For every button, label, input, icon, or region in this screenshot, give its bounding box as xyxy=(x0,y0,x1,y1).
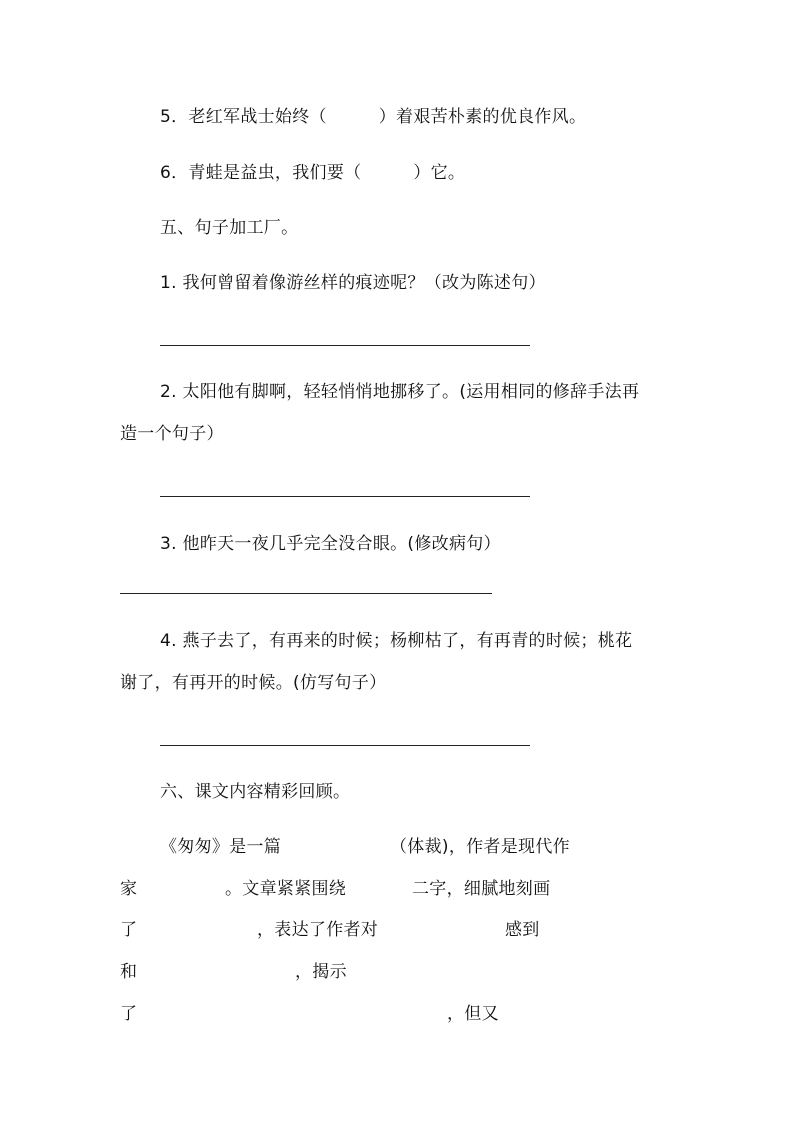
review-line-1-end: （体裁)，作者是现代作 xyxy=(390,837,570,857)
review-line-3-middle: ，表达了作者对 xyxy=(257,920,379,940)
sentence-item-4-line-1: 4. 燕子去了，有再来的时候；杨柳枯了，有再青的时候；桃花 xyxy=(160,631,633,651)
review-line-5-start: 了 xyxy=(120,1004,138,1024)
sentence-item-3: 3. 他昨天一夜几乎完全没合眼。(修改病句） xyxy=(160,534,501,554)
sentence-item-1: 1. 我何曾留着像游丝样的痕迹呢？（改为陈述句） xyxy=(160,273,546,293)
sentence-item-2-line-2: 造一个句子） xyxy=(120,424,224,444)
answer-line-3[interactable] xyxy=(120,593,492,594)
sentence-item-2-line-1: 2. 太阳他有脚啊，轻轻悄悄地挪移了。(运用相同的修辞手法再 xyxy=(160,382,640,402)
sentence-item-4-line-2: 谢了，有再开的时候。(仿写句子） xyxy=(120,673,387,693)
question-5: 5．老红军战士始终（ ）着艰苦朴素的优良作风。 xyxy=(160,107,587,127)
review-line-3-start: 了 xyxy=(120,920,138,940)
review-line-3-end: 感到 xyxy=(505,920,540,940)
section-6-heading: 六、课文内容精彩回顾。 xyxy=(160,782,351,802)
review-line-5-end: ，但又 xyxy=(447,1004,499,1024)
review-line-1-start: 《匆匆》是一篇 xyxy=(160,837,282,857)
answer-line-4[interactable] xyxy=(160,745,530,746)
question-6: 6．青蛙是益虫，我们要（ ）它。 xyxy=(160,163,466,183)
review-line-2-start: 家 xyxy=(120,879,138,899)
section-5-heading: 五、句子加工厂。 xyxy=(160,218,299,238)
answer-line-1[interactable] xyxy=(160,345,530,346)
answer-line-2[interactable] xyxy=(160,496,530,497)
review-line-4-end: ，揭示 xyxy=(295,962,347,982)
review-line-2-middle: 。文章紧紧围绕 xyxy=(225,879,347,899)
review-line-2-end: 二字，细腻地刻画 xyxy=(412,879,551,899)
review-line-4-start: 和 xyxy=(120,962,138,982)
